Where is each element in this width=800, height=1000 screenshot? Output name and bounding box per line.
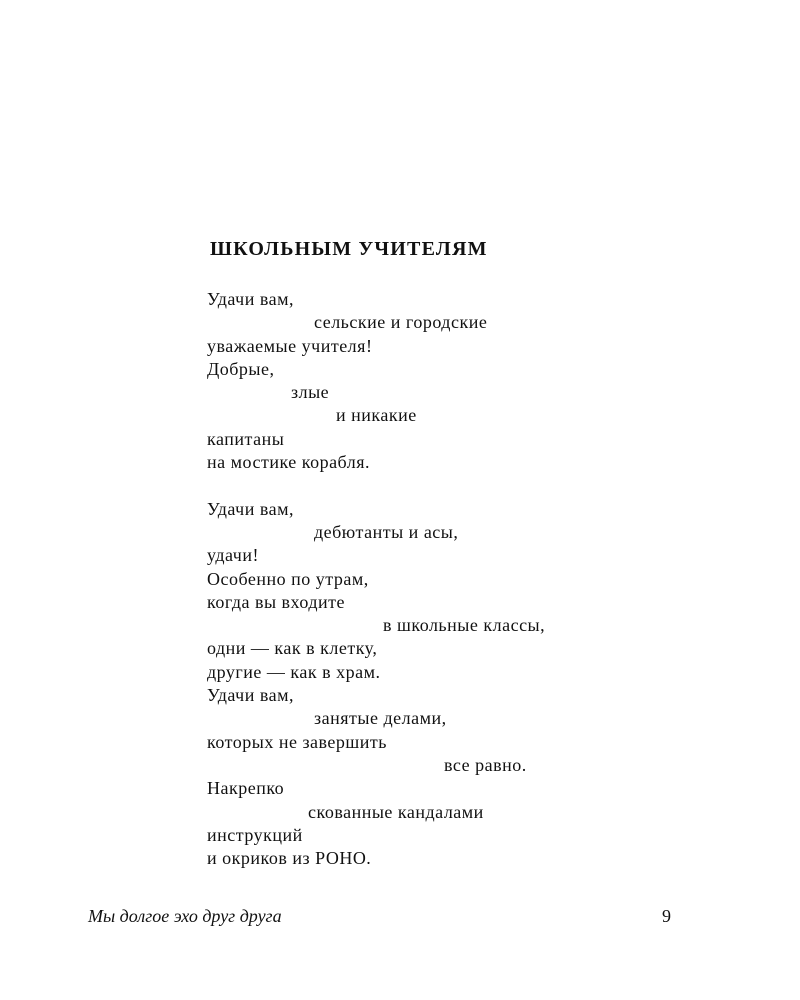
stanza-break — [207, 474, 545, 497]
poem-line: Особенно по утрам, — [207, 568, 369, 589]
poem-line: и окриков из РОНО. — [207, 848, 372, 869]
running-footer-title: Мы долгое эхо друг друга — [88, 906, 282, 926]
poem-line: Удачи вам, — [207, 289, 294, 309]
poem-line: злые — [291, 382, 330, 403]
poem-line: в школьные классы, — [383, 615, 546, 636]
poem-line: Удачи вам, — [207, 685, 294, 706]
poem-line: и никакие — [336, 405, 417, 426]
poem-title: ШКОЛЬНЫМ УЧИТЕЛЯМ — [210, 238, 488, 260]
poem-line: сельские и городские — [314, 312, 488, 333]
poem-line: на мостике корабля. — [207, 452, 371, 473]
poem-line: Добрые, — [207, 358, 275, 379]
poem-body — [207, 288, 545, 870]
poem-line: Удачи вам, — [207, 498, 294, 519]
poem-line: другие — как в храм. — [207, 661, 381, 682]
poem-line: которых не завершить — [207, 731, 387, 752]
poem-line: удачи! — [207, 545, 259, 566]
poem-line: уважаемые учителя! — [207, 335, 373, 356]
poem-line: дебютанты и асы, — [314, 521, 459, 542]
page-number: 9 — [662, 906, 671, 926]
poem-line: Накрепко — [207, 778, 285, 799]
poem-line: капитаны — [207, 428, 285, 449]
poem-line: занятые делами, — [314, 708, 447, 729]
poem-line: инструкций — [207, 824, 303, 845]
poem-line: все равно. — [444, 754, 527, 775]
poem-line: когда вы входите — [207, 591, 345, 612]
poem-line: одни — как в клетку, — [207, 638, 378, 659]
poem-line: скованные кандалами — [308, 801, 484, 822]
